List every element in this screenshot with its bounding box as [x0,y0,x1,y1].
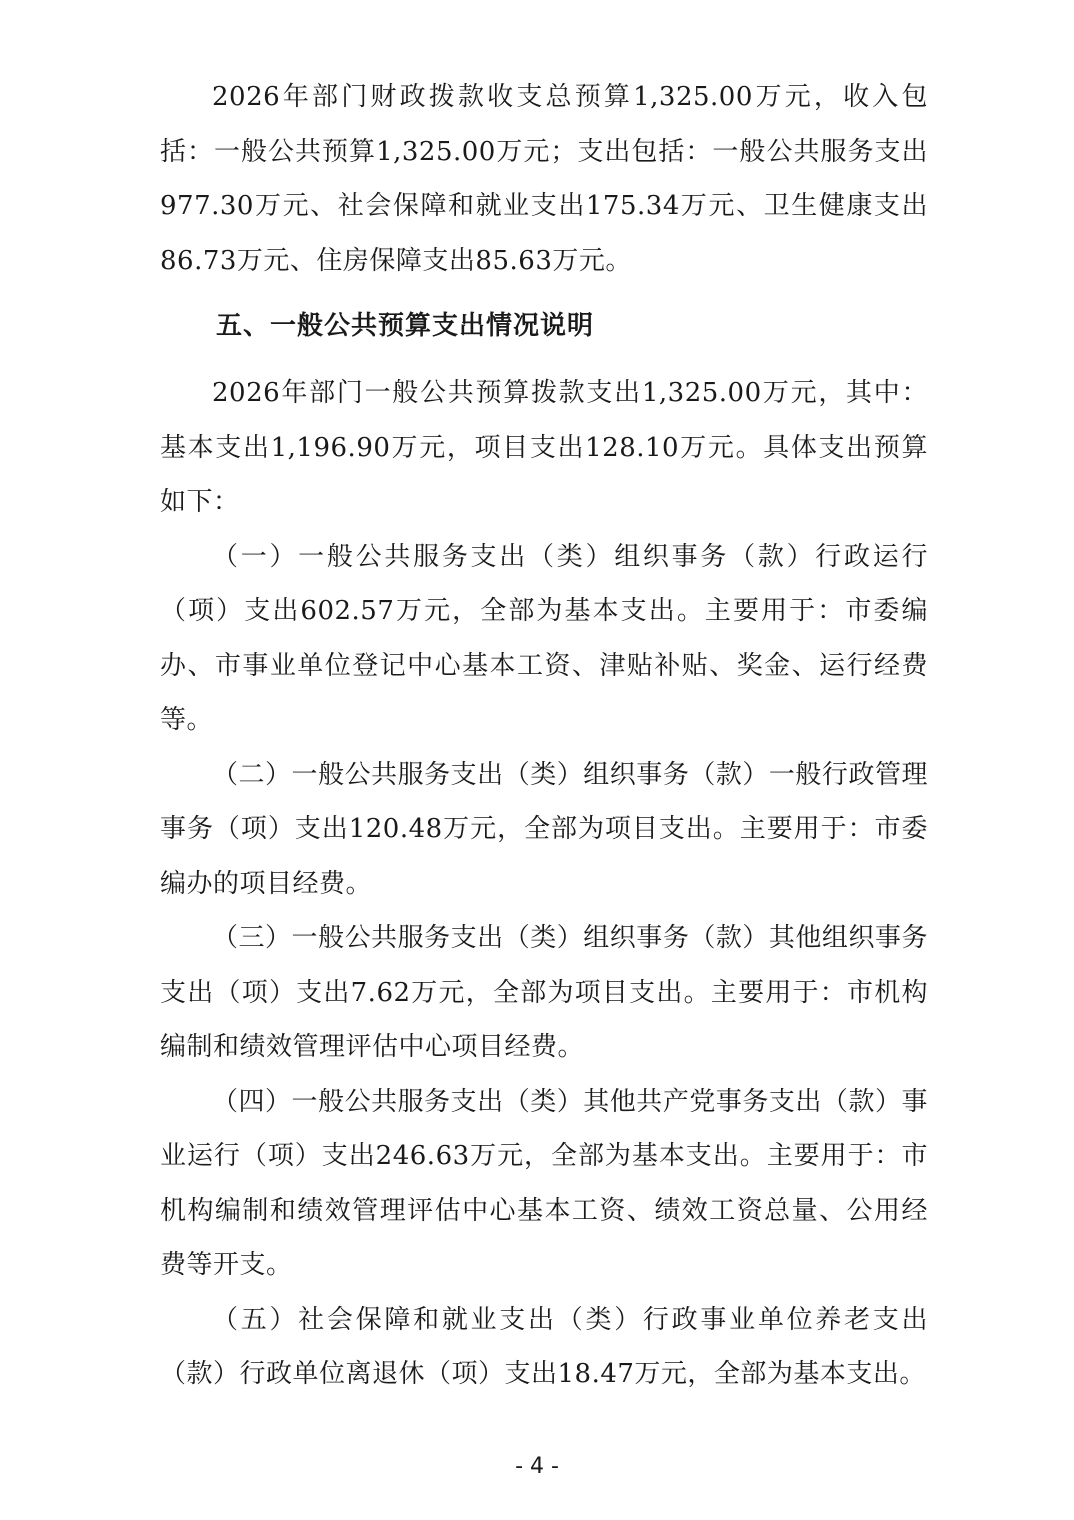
expenditure-item-2: （二）一般公共服务支出（类）组织事务（款）一般行政管理事务（项）支出120.48万元，全部为项目支出。主要用于：市委编办的项目经费。 [160,759,928,899]
document-body [160,70,928,1402]
expenditure-item-1: （一）一般公共服务支出（类）组织事务（款）行政运行（项）支出602.57万元，全部为基本支出。主要用于：市委编办、市事业单位登记中心基本工资、津贴补贴、奖金、运行经费等。 [160,541,928,735]
expenditure-item-3: （三）一般公共服务支出（类）组织事务（款）其他组织事务支出（项）支出7.62万元，全部为项目支出。主要用于：市机构编制和绩效管理评估中心项目经费。 [160,923,928,1062]
expenditure-item-4: （四）一般公共服务支出（类）其他共产党事务支出（款）事业运行（项）支出246.63万元，全部为基本支出。主要用于：市机构编制和绩效管理评估中心基本工资、绩效工资总量、公用经费等开支。 [160,1086,928,1280]
expenditure-overview-paragraph: 2026年部门一般公共预算拨款支出1,325.00万元，其中：基本支出1,196.90万元，项目支出128.10万元。具体支出预算如下： [160,378,928,517]
expenditure-item-5: （五）社会保障和就业支出（类）行政事业单位养老支出（款）行政单位离退休（项）支出18.47万元，全部为基本支出。 [160,1304,928,1389]
section-heading: 五、一般公共预算支出情况说明 [216,311,595,341]
budget-summary-paragraph: 2026年部门财政拨款收支总预算1,325.00万元，收入包括：一般公共预算1,325.00万元；支出包括：一般公共服务支出977.30万元、社会保障和就业支出175.34万元、卫生健康支出86.73万元、住房保障支出85.63万元。 [160,82,928,276]
page-number: - 4 - [515,1454,559,1479]
